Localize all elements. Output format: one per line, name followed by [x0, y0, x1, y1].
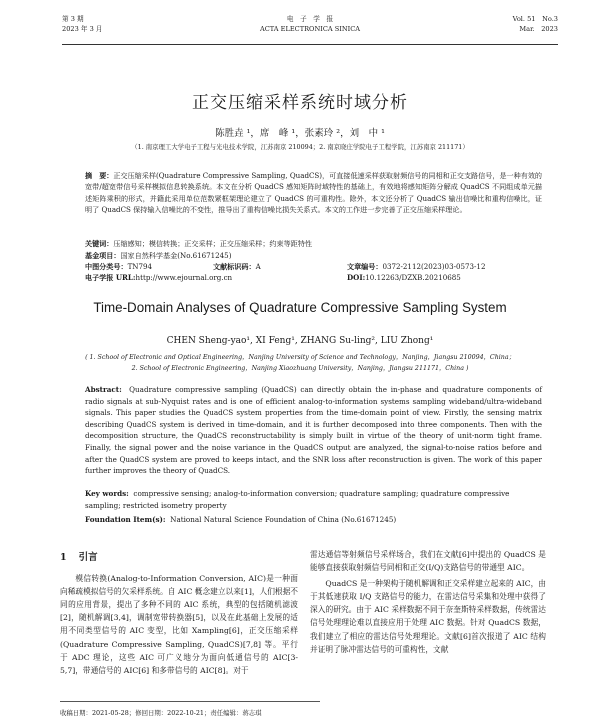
abstract-zh [85, 170, 542, 216]
issue-date: 2023 年 3 月 [62, 25, 103, 33]
body-column-right [310, 548, 546, 656]
article-no-value: 0372-2112(2023)03-0573-12 [382, 262, 486, 271]
title-zh: 正交压缩采样系统时域分析 [192, 93, 408, 113]
clc-label: 中图分类号： [85, 262, 128, 271]
volume-number: Vol. 51 No.3 [512, 15, 558, 23]
keywords-en-label: Key words: [85, 489, 129, 498]
keywords-zh-text: 压缩感知；模信转换；正交采样；正交压缩采样；约束等距特性 [113, 239, 312, 248]
section-heading [60, 551, 298, 564]
header-right [513, 14, 558, 34]
clc-number [85, 261, 152, 272]
abstract-zh-label: 摘 要： [85, 171, 114, 180]
fund-en-label: Foundation Item(s): [85, 515, 166, 524]
affiliation-zh: （1. 南京理工大学电子工程与光电技术学院，江苏南京 210094；2. 南京晓庄学院电子工程学院，江苏南京 211171） [131, 143, 469, 151]
authors-zh: 陈胜垚 ¹，席 峰 ¹，张素玲 ²，刘 中 ¹ [215, 128, 385, 139]
journal-name-en: ACTA ELECTRONICA SINICA [259, 25, 361, 33]
keywords-zh-label: 关键词： [85, 239, 114, 248]
article-no-label: 文章编号： [347, 262, 383, 271]
article-number [347, 261, 485, 272]
keywords-en-text: compressive sensing; analog-to-information conversion; quadrature sampling; quadrature compressive sampling; restricted isometry property [85, 489, 510, 510]
keywords-zh [85, 238, 542, 249]
fund-en [85, 514, 542, 526]
section-number: 1 [60, 552, 67, 563]
body-column-left [60, 548, 298, 677]
journal-name-zh: 电 子 学 报 [286, 15, 334, 23]
fund-en-text: National Natural Science Foundation of China (No.61671245) [170, 515, 397, 524]
issue-date-en: Mar. 2023 [519, 25, 558, 33]
body-paragraph: QuadCS 是一种架构于随机解调和正交采样建立起来的 AIC，由于其低速获取 I/Q 支路信号的能力，在雷达信号采集和处理中获得了深入的研究。由于 AIC 采样数据不同于奈奎斯特采样数据，传统雷达信号处理理论难以直接应用于处理 AIC 数据。针对 QuadCS 数据，我们建立了相应的雷达信号处理理论。文献[6]首次报道了 AIC 结构并证明了脉冲雷达信号的可重构性，文献 [310, 579, 546, 654]
fund-zh-label: 基金项目： [85, 251, 121, 260]
doi-label: DOI: [347, 273, 366, 282]
url-label: 电子学报 URL: [85, 273, 136, 282]
clc-value: TN794 [127, 262, 153, 271]
running-header [62, 14, 558, 45]
body-paragraph: 雷达通信等射频信号采样场合，我们在文献[6]中提出的 QuadCS 是能够直接获取射频信号同相和正交(I/Q)支路信号的带通型 AIC。 [310, 550, 546, 573]
footnote-received-date: 收稿日期：2021-05-28；修回日期：2022-10-21；责任编辑：蒋志琪 [60, 701, 320, 717]
abstract-en-label: Abstract: [85, 385, 122, 394]
fund-zh [85, 250, 542, 261]
doc-code-value: A [255, 262, 261, 271]
abstract-en-text: Quadrature compressive sampling (QuadCS) can directly obtain the in-phase and quadrature components of radio signals at sub-Nyquist rates and is one of efficient analog-to-information systems sampling wideband/ultra-wideband signals. This paper studies the QuadCS system properties from the time-domain point of view. Firstly, the sensing matrix describing QuadCS system is derived in time-domain, and it is further decomposed into three components. Then with the decomposition structure, the QuadCS reconstructability is simply built in virtue of the theory of unit-norm tight frame. Finally, the signal power and the noise variance in the QuadCS output are analyzed, the signal-to-noise ratios before and after the QuadCS system are proved to keeps intact, and the SNR loss after reconstruction is given. The work of this paper further improves the theory of QuadCS. [85, 385, 542, 476]
document-code [213, 261, 261, 272]
keywords-en [85, 488, 542, 511]
doc-code-label: 文献标识码： [213, 262, 256, 271]
journal-url [85, 272, 232, 283]
doi [347, 272, 461, 283]
abstract-en [85, 384, 542, 477]
meta-row-url-doi [85, 272, 542, 283]
header-center [62, 14, 558, 34]
body-paragraph: 模信转换(Analog-to-Information Conversion, AIC)是一种面向稀疏模拟信号的欠采样系统。自 AIC 概念建立以来[1]，人们根据不同的应用背景，提出了多种不同的 AIC 系统，典型的包括随机滤波[2]，随机解调[3,4]，调制宽带转换器[5]，以及在此基础上发展的适用不同类型信号的 AIC 变型，比如 Xampling[6]，正交压缩采样(Quadrature Compressive Sampling, QuadCS)[7,8] 等。平行于 ADC 理论，这些 AIC 可广义地分为面向低通信号的 AIC[3-5,7]，带通信号的 AIC[6] 和多带信号的 AIC[8]。对于 [60, 574, 298, 675]
url-value[interactable]: http://www.ejournal.org.cn [135, 273, 233, 282]
doi-value: 10.12263/DZXB.20210685 [365, 273, 461, 282]
fund-zh-text: 国家自然科学基金(No.61671245) [120, 251, 232, 260]
issue-number: 第 3 期 [62, 15, 84, 23]
abstract-zh-text: 正交压缩采样(Quadrature Compressive Sampling, QuadCS)，可直接低速采样获取射频信号的同相和正交支路信号，是一种有效的宽带/超宽带信号采样模拟信息转换系统。本文在分析 QuadCS 感知矩阵时域特性的基础上，有效地将感知矩阵分解成 QuadCS 不同组成单元描述矩阵乘积的形式，并籍此采用单位范数紧框架理论建立了 QuadCS 的可重构性。除外，本文还分析了 QuadCS 输出信噪比和重构信噪比，证明了 QuadCS 保持输入信噪比的不变性，推导出了重构信噪比损失关系式。本文的工作进一步完善了正交压缩采样理论。 [85, 171, 543, 215]
affiliation-en-2: 2. School of Electronic Engineering，Nanjing Xiaozhuang University，Nanjing，Jiangsu 211171，China ) [131, 365, 469, 372]
authors-en: CHEN Sheng-yao¹, XI Feng¹, ZHANG Su-ling², LIU Zhong¹ [166, 336, 434, 346]
title-en: Time-Domain Analyses of Quadrature Compressive Sampling System [93, 300, 507, 315]
section-title: 引言 [78, 552, 98, 563]
affiliation-en-1: ( 1. School of Electronic and Optical Engineering，Nanjing University of Science and Technology，Nanjing，Jiangsu 210094，China； [85, 354, 515, 361]
meta-row-classification [85, 261, 542, 272]
